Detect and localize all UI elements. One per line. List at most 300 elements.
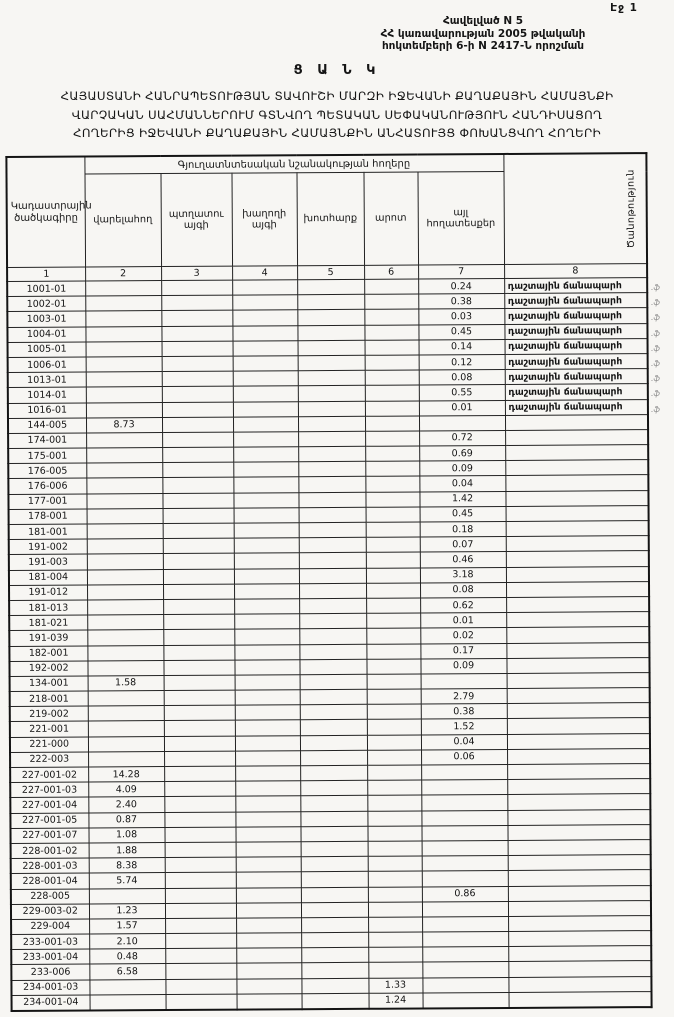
code-cell: 219-002 [10, 706, 88, 722]
vineyard-cell [236, 902, 301, 918]
other-cell [422, 977, 508, 993]
arable-cell [86, 372, 162, 388]
appendix-block [318, 15, 648, 53]
hayfield-cell [298, 431, 365, 447]
code-cell: 221-001 [10, 721, 88, 737]
hayfield-cell [301, 978, 368, 994]
code-cell: 175-001 [8, 448, 86, 464]
arable-cell [87, 584, 163, 600]
arable-cell [86, 402, 162, 418]
note-cell [506, 642, 649, 658]
arable-cell [85, 296, 161, 312]
orchard-cell [163, 538, 234, 554]
code-cell: 228-001-02 [11, 843, 89, 859]
arable-cell [88, 736, 164, 752]
note-cell [508, 931, 651, 947]
vineyard-cell [232, 280, 297, 296]
code-cell: 229-003-02 [11, 904, 89, 920]
other-cell: 0.14 [419, 339, 505, 355]
arable-cell: 14.28 [88, 767, 164, 783]
pasture-cell [367, 689, 421, 705]
other-cell [421, 825, 507, 841]
hayfield-cell [298, 462, 365, 478]
other-cell: 0.02 [420, 628, 506, 644]
pasture-cell [366, 628, 420, 644]
vineyard-cell [235, 705, 300, 721]
arable-cell: 2.10 [89, 934, 165, 950]
hayfield-cell [299, 598, 366, 614]
pasture-cell: 1.33 [368, 978, 422, 994]
code-cell: 228-001-03 [11, 858, 89, 874]
arable-cell [88, 721, 164, 737]
hayfield-cell [299, 629, 366, 645]
code-cell: 191-003 [9, 554, 87, 570]
column-header-arable: վարելահող [84, 174, 161, 267]
code-cell: 233-001-03 [11, 934, 89, 950]
orchard-cell [162, 371, 233, 387]
pasture-cell [367, 765, 421, 781]
other-cell: 0.09 [419, 461, 505, 477]
other-cell: 0.08 [420, 582, 506, 598]
orchard-cell [162, 478, 233, 494]
other-cell [422, 840, 508, 856]
other-cell: 3.18 [420, 567, 506, 583]
note-cell [505, 429, 648, 445]
other-cell [422, 871, 508, 887]
orchard-cell [165, 903, 236, 919]
column-number: 3 [161, 266, 232, 280]
arable-cell [87, 660, 163, 676]
vineyard-cell [237, 994, 302, 1010]
arable-cell [86, 493, 162, 509]
column-header-other-lands: այլ հողատեսքեր [417, 171, 504, 265]
land-transfer-table [5, 152, 652, 1012]
other-cell: 0.45 [420, 506, 506, 522]
pasture-cell [365, 461, 419, 477]
other-cell: 0.12 [419, 354, 505, 370]
table-body [7, 278, 652, 1011]
note-header-vertical-label: Ծանոթություն [625, 169, 638, 249]
pasture-cell [368, 856, 422, 872]
note-cell: դաշտային ճանապարհ [504, 323, 647, 339]
column-number: 4 [232, 266, 297, 280]
arable-cell [87, 569, 163, 585]
other-cell: 0.24 [418, 278, 504, 294]
orchard-cell [165, 888, 236, 904]
vineyard-cell [236, 872, 301, 888]
hayfield-cell [298, 386, 365, 402]
arable-cell [87, 524, 163, 540]
note-cell [506, 627, 649, 643]
vineyard-cell [233, 356, 298, 372]
arable-cell: 2.40 [88, 797, 164, 813]
pasture-cell [367, 780, 421, 796]
arable-cell [86, 356, 162, 372]
orchard-cell [164, 736, 235, 752]
hayfield-cell [302, 993, 369, 1009]
column-number: 2 [85, 267, 161, 281]
column-header-cadastral-code: Կադաստրային ծածկագիրը [6, 157, 85, 268]
other-cell: 1.42 [419, 491, 505, 507]
pasture-cell [368, 902, 422, 918]
orchard-cell [162, 356, 233, 372]
other-cell: 0.55 [419, 385, 505, 401]
note-cell [505, 475, 648, 491]
orchard-cell [162, 417, 233, 433]
orchard-cell [163, 569, 234, 585]
pasture-cell [365, 385, 419, 401]
hayfield-cell [300, 720, 367, 736]
vineyard-cell [236, 948, 301, 964]
arable-cell: 1.58 [88, 675, 164, 691]
arable-cell [87, 539, 163, 555]
other-cell [422, 856, 508, 872]
pasture-cell [368, 886, 422, 902]
arable-cell [87, 615, 163, 631]
pasture-cell [364, 294, 418, 310]
arable-cell [90, 994, 166, 1010]
vineyard-cell [236, 918, 301, 934]
code-cell: 229-004 [11, 919, 89, 935]
note-cell [508, 885, 651, 901]
other-cell: 0.17 [420, 643, 506, 659]
arable-cell [86, 448, 162, 464]
other-cell: 0.03 [418, 309, 504, 325]
arable-cell [87, 630, 163, 646]
vineyard-cell [232, 325, 297, 341]
orchard-cell [163, 660, 234, 676]
code-cell: 192-002 [9, 661, 87, 677]
document-title: Ց Ա Ն Կ [293, 63, 381, 78]
subtitle-line-2: ՎԱՐՉԱԿԱՆ ՍԱՀՄԱՆՆԵՐՈՒՄ ԳՏՆՎՈՂ ՊԵՏԱԿԱՆ ՍԵՓԱԿԱՆՈՒԹՅՈՒՆ ՀԱՆԴԻՍԱՑՈՂ [71, 107, 603, 122]
pasture-cell [368, 947, 422, 963]
hayfield-cell [299, 659, 366, 675]
other-cell: 0.08 [419, 370, 505, 386]
other-cell [422, 947, 508, 963]
hayfield-cell [299, 583, 366, 599]
hayfield-cell [297, 279, 364, 295]
note-cell [507, 779, 650, 795]
vineyard-cell [235, 781, 300, 797]
pasture-cell [367, 719, 421, 735]
vineyard-cell [235, 675, 300, 691]
code-cell: 191-012 [9, 585, 87, 601]
pasture-cell [366, 568, 420, 584]
pasture-cell [365, 340, 419, 356]
margin-mark: .ֆ [651, 283, 660, 292]
hayfield-cell [301, 856, 368, 872]
code-cell: 227-001-04 [10, 797, 88, 813]
margin-marks [651, 280, 673, 417]
other-cell [423, 992, 509, 1008]
orchard-cell [165, 857, 236, 873]
pasture-cell [365, 400, 419, 416]
note-cell [508, 824, 651, 840]
arable-cell: 1.23 [89, 903, 165, 919]
margin-mark: .ֆ [651, 404, 660, 414]
other-cell: 0.04 [419, 476, 505, 492]
arable-cell [88, 751, 164, 767]
margin-mark: .ֆ [651, 343, 660, 353]
vineyard-cell [236, 963, 301, 979]
arable-cell: 6.58 [89, 964, 165, 980]
code-cell: 1001-01 [7, 281, 85, 297]
pasture-cell [365, 476, 419, 492]
code-cell: 1003-01 [7, 311, 85, 327]
note-cell [509, 991, 652, 1008]
vineyard-cell [234, 644, 299, 660]
orchard-cell [165, 842, 236, 858]
orchard-cell [164, 751, 235, 767]
orchard-cell [163, 523, 234, 539]
other-cell: 0.04 [421, 734, 507, 750]
orchard-cell [164, 690, 235, 706]
hayfield-cell [301, 932, 368, 948]
orchard-cell [165, 872, 236, 888]
arable-cell: 8.38 [89, 858, 165, 874]
code-cell: 191-039 [9, 630, 87, 646]
arable-cell: 5.74 [89, 873, 165, 889]
other-cell: 0.46 [420, 552, 506, 568]
arable-cell: 1.88 [89, 842, 165, 858]
code-cell: 176-005 [8, 463, 86, 479]
margin-mark: .ֆ [651, 313, 660, 323]
orchard-cell [164, 781, 235, 797]
hayfield-cell [300, 674, 367, 690]
pasture-cell [366, 507, 420, 523]
vineyard-cell [233, 416, 298, 432]
other-cell: 0.18 [420, 521, 506, 537]
code-cell: 228-005 [11, 889, 89, 905]
note-cell [506, 566, 649, 582]
pasture-cell [365, 492, 419, 508]
column-number: 6 [364, 265, 418, 279]
note-cell: դաշտային ճանապարհ [505, 338, 648, 354]
note-cell [508, 946, 651, 962]
pasture-cell [368, 962, 422, 978]
hayfield-cell [299, 568, 366, 584]
hayfield-cell [299, 522, 366, 538]
orchard-cell [162, 402, 233, 418]
pasture-cell [367, 811, 421, 827]
orchard-cell [164, 675, 235, 691]
note-cell [507, 703, 650, 719]
orchard-cell [162, 493, 233, 509]
hayfield-cell [298, 446, 365, 462]
vineyard-cell [236, 933, 301, 949]
code-cell: 1016-01 [8, 403, 86, 419]
hayfield-cell [300, 750, 367, 766]
vineyard-cell [235, 720, 300, 736]
note-cell [507, 733, 650, 749]
code-cell: 1013-01 [8, 372, 86, 388]
hayfield-cell [299, 507, 366, 523]
other-cell [422, 962, 508, 978]
note-cell [508, 900, 651, 916]
note-cell: դաշտային ճանապարհ [504, 308, 647, 324]
hayfield-cell [298, 340, 365, 356]
code-cell: 228-001-04 [11, 873, 89, 889]
code-cell: 1006-01 [8, 357, 86, 373]
code-cell: 233-006 [11, 964, 89, 980]
column-number: 5 [297, 265, 364, 279]
arable-cell [85, 326, 161, 342]
orchard-cell [163, 508, 234, 524]
orchard-cell [163, 645, 234, 661]
hayfield-cell [301, 917, 368, 933]
code-cell: 1002-01 [7, 296, 85, 312]
subtitle-line-3: ՀՈՂԵՐԻՑ ԻՋԵՎԱՆԻ ՔԱՂԱՔԱՅԻՆ ՀԱՄԱՅՆՔԻՆ ԱՆՀԱՏՈՒՅՑ ՓՈԽԱՆՑՎՈՂ ՀՈՂԵՐԻ [73, 126, 601, 140]
other-cell: 0.62 [420, 597, 506, 613]
vineyard-cell [233, 492, 298, 508]
orchard-cell [162, 432, 233, 448]
note-cell [507, 672, 650, 688]
column-header-orchard: պտղատու այգի [160, 173, 232, 266]
other-cell: 0.38 [418, 294, 504, 310]
other-cell [421, 673, 507, 689]
hayfield-cell [299, 553, 366, 569]
code-cell: 234-001-03 [11, 980, 89, 996]
hayfield-cell [299, 613, 366, 629]
column-number: 7 [418, 264, 504, 279]
other-cell [421, 764, 507, 780]
vineyard-cell [235, 811, 300, 827]
hayfield-cell [300, 796, 367, 812]
vineyard-cell [233, 401, 298, 417]
code-cell: 191-002 [9, 539, 87, 555]
hayfield-cell [301, 872, 368, 888]
orchard-cell [161, 326, 232, 342]
vineyard-cell [234, 568, 299, 584]
arable-cell [86, 387, 162, 403]
note-cell [507, 794, 650, 810]
hayfield-cell [297, 310, 364, 326]
vineyard-cell [234, 599, 299, 615]
orchard-cell [163, 629, 234, 645]
other-cell: 0.06 [421, 749, 507, 765]
orchard-cell [161, 295, 232, 311]
orchard-cell [162, 341, 233, 357]
vineyard-cell [234, 659, 299, 675]
note-cell [507, 688, 650, 704]
note-cell [506, 551, 649, 567]
vineyard-cell [235, 751, 300, 767]
pasture-cell [367, 750, 421, 766]
column-number: 8 [504, 264, 647, 279]
hayfield-cell [300, 826, 367, 842]
note-cell [507, 764, 650, 780]
vineyard-cell [234, 629, 299, 645]
margin-mark: .ֆ [651, 298, 660, 308]
arable-cell [86, 478, 162, 494]
arable-cell [85, 311, 161, 327]
other-cell [422, 901, 508, 917]
appendix-line: Հավելված N 5 [442, 15, 524, 27]
pasture-cell [366, 552, 420, 568]
arable-cell: 0.48 [89, 949, 165, 965]
hayfield-cell [298, 355, 365, 371]
vineyard-cell [233, 432, 298, 448]
pasture-cell [367, 704, 421, 720]
note-cell [505, 445, 648, 461]
note-cell [508, 976, 651, 992]
table-row [12, 991, 652, 1011]
pasture-cell [366, 598, 420, 614]
arable-cell: 1.57 [89, 918, 165, 934]
orchard-cell [165, 964, 236, 980]
vineyard-cell [235, 766, 300, 782]
pasture-cell [366, 613, 420, 629]
pasture-cell [364, 325, 418, 341]
vineyard-cell [236, 857, 301, 873]
orchard-cell [165, 979, 236, 995]
hayfield-cell [298, 401, 365, 417]
note-cell [507, 748, 650, 764]
column-number: 1 [7, 267, 85, 281]
arable-cell: 4.09 [88, 782, 164, 798]
hayfield-cell [300, 765, 367, 781]
margin-mark: .ֆ [651, 389, 660, 399]
margin-mark: .ֆ [651, 328, 660, 338]
orchard-cell [165, 918, 236, 934]
arable-cell: 0.87 [88, 812, 164, 828]
orchard-cell [164, 812, 235, 828]
arable-cell [88, 691, 164, 707]
code-cell: 234-001-04 [12, 995, 90, 1011]
orchard-cell [161, 310, 232, 326]
vineyard-cell [236, 887, 301, 903]
vineyard-cell [235, 735, 300, 751]
other-cell: 0.45 [418, 324, 504, 340]
vineyard-cell [233, 386, 298, 402]
code-cell: 181-004 [9, 570, 87, 586]
note-cell [506, 490, 649, 506]
pasture-cell [367, 795, 421, 811]
note-cell [505, 414, 648, 430]
vineyard-cell [233, 462, 298, 478]
other-cell [421, 810, 507, 826]
code-cell: 174-001 [8, 433, 86, 449]
note-cell [508, 961, 651, 977]
note-cell [508, 855, 651, 871]
vineyard-cell [235, 826, 300, 842]
orchard-cell [161, 280, 232, 296]
other-cell [422, 916, 508, 932]
hayfield-cell [297, 295, 364, 311]
vineyard-cell [234, 553, 299, 569]
hayfield-cell [301, 948, 368, 964]
pasture-cell [366, 537, 420, 553]
hayfield-cell [300, 735, 367, 751]
orchard-cell [165, 933, 236, 949]
other-cell: 0.38 [421, 704, 507, 720]
arable-cell [87, 645, 163, 661]
vineyard-cell [234, 508, 299, 524]
note-cell: դաշտային ճանապարհ [505, 384, 648, 400]
orchard-cell [164, 827, 235, 843]
code-cell: 178-001 [9, 509, 87, 525]
other-cell: 0.86 [422, 886, 508, 902]
orchard-cell [163, 584, 234, 600]
code-cell: 227-001-05 [10, 813, 88, 829]
code-cell: 181-001 [9, 524, 87, 540]
other-cell: 0.72 [419, 430, 505, 446]
gov-decree-line-2: հոկտեմբերի 6-ի N 2417-Ն որոշման [381, 40, 585, 52]
other-cell: 0.01 [419, 400, 505, 416]
code-cell: 227-001-03 [10, 782, 88, 798]
pasture-cell [365, 416, 419, 432]
note-cell [506, 536, 649, 552]
